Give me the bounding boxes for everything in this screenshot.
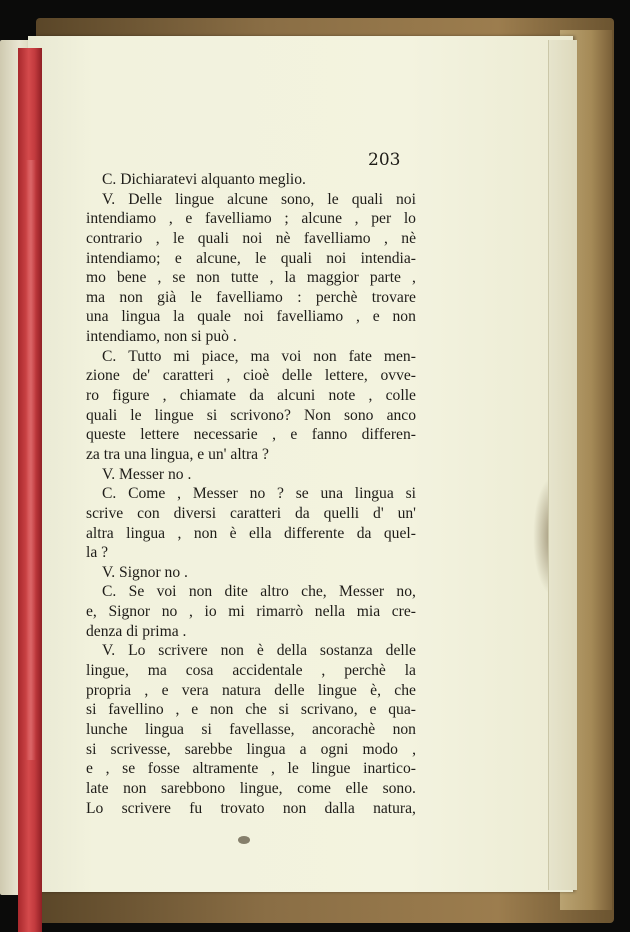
- text-line: e , se fosse altramente , le lingue inartico-: [86, 760, 416, 778]
- text-line: lingue, ma cosa accidentale , perchè la: [86, 662, 416, 680]
- text-line: C. Se voi non dite altro che, Messer no,: [102, 583, 416, 601]
- text-line: intendiamo , e favelliamo ; alcune , per lo: [86, 210, 416, 228]
- page-stain: [238, 836, 250, 844]
- text-line: C. Dichiaratevi alquanto meglio.: [102, 171, 306, 188]
- text-line: contrario , le quali noi nè favelliamo , nè: [86, 229, 416, 247]
- page-edge: [548, 40, 577, 890]
- text-line: zione de' caratteri , cioè delle lettere, ovve-: [86, 367, 416, 385]
- text-line: V. Messer no .: [102, 465, 192, 483]
- text-line: intendiamo; e alcune, le quali noi intendia-: [86, 249, 416, 267]
- text-line: e, Signor no , io mi rimarrò nella mia cre-: [86, 603, 416, 621]
- text-line: C. Come , Messer no ? se una lingua si: [102, 485, 416, 503]
- text-line: denza di prima .: [86, 622, 187, 640]
- text-line: ma non già le favelliamo : perchè trovare: [86, 288, 416, 306]
- page-text: [86, 170, 416, 818]
- text-line: mo bene , se non tutte , la maggior parte ,: [86, 269, 416, 287]
- text-line: lunche lingua si favellasse, ancorachè non: [86, 720, 416, 738]
- text-line: intendiamo, non si può .: [86, 328, 237, 346]
- text-line: scrive con diversi caratteri da quelli d' un': [86, 504, 416, 522]
- text-line: la ?: [86, 544, 109, 562]
- ribbon-highlight: [26, 160, 36, 760]
- text-line: Lo scrivere fu trovato non dalla natura,: [86, 799, 416, 817]
- text-line: si favellino , e non che si scrivano, e qua-: [86, 701, 416, 719]
- text-line: queste lettere necessarie , e fanno differen-: [86, 426, 416, 444]
- text-line: late non sarebbono lingue, come elle sono.: [86, 779, 416, 797]
- text-line: altra lingua , non è ella differente da quel-: [86, 524, 416, 542]
- text-line: ro figure , chiamate da alcuni note , colle: [86, 387, 416, 405]
- page-number: 203: [368, 150, 401, 170]
- text-line: V. Delle lingue alcune sono, le quali noi: [102, 190, 416, 208]
- text-line: propria , e vera natura delle lingue è, che: [86, 681, 416, 699]
- text-line: V. Signor no .: [102, 563, 188, 581]
- text-line: quali le lingue si scrivono? Non sono anco: [86, 406, 416, 424]
- text-line: C. Tutto mi piace, ma voi non fate men-: [102, 347, 416, 365]
- text-line: si scrivesse, sarebbe lingua a ogni modo ,: [86, 740, 416, 758]
- text-line: V. Lo scrivere non è della sostanza delle: [102, 642, 416, 660]
- text-line: za tra una lingua, e un' altra ?: [86, 445, 269, 463]
- text-line: una lingua la quale noi favelliamo , e non: [86, 308, 416, 326]
